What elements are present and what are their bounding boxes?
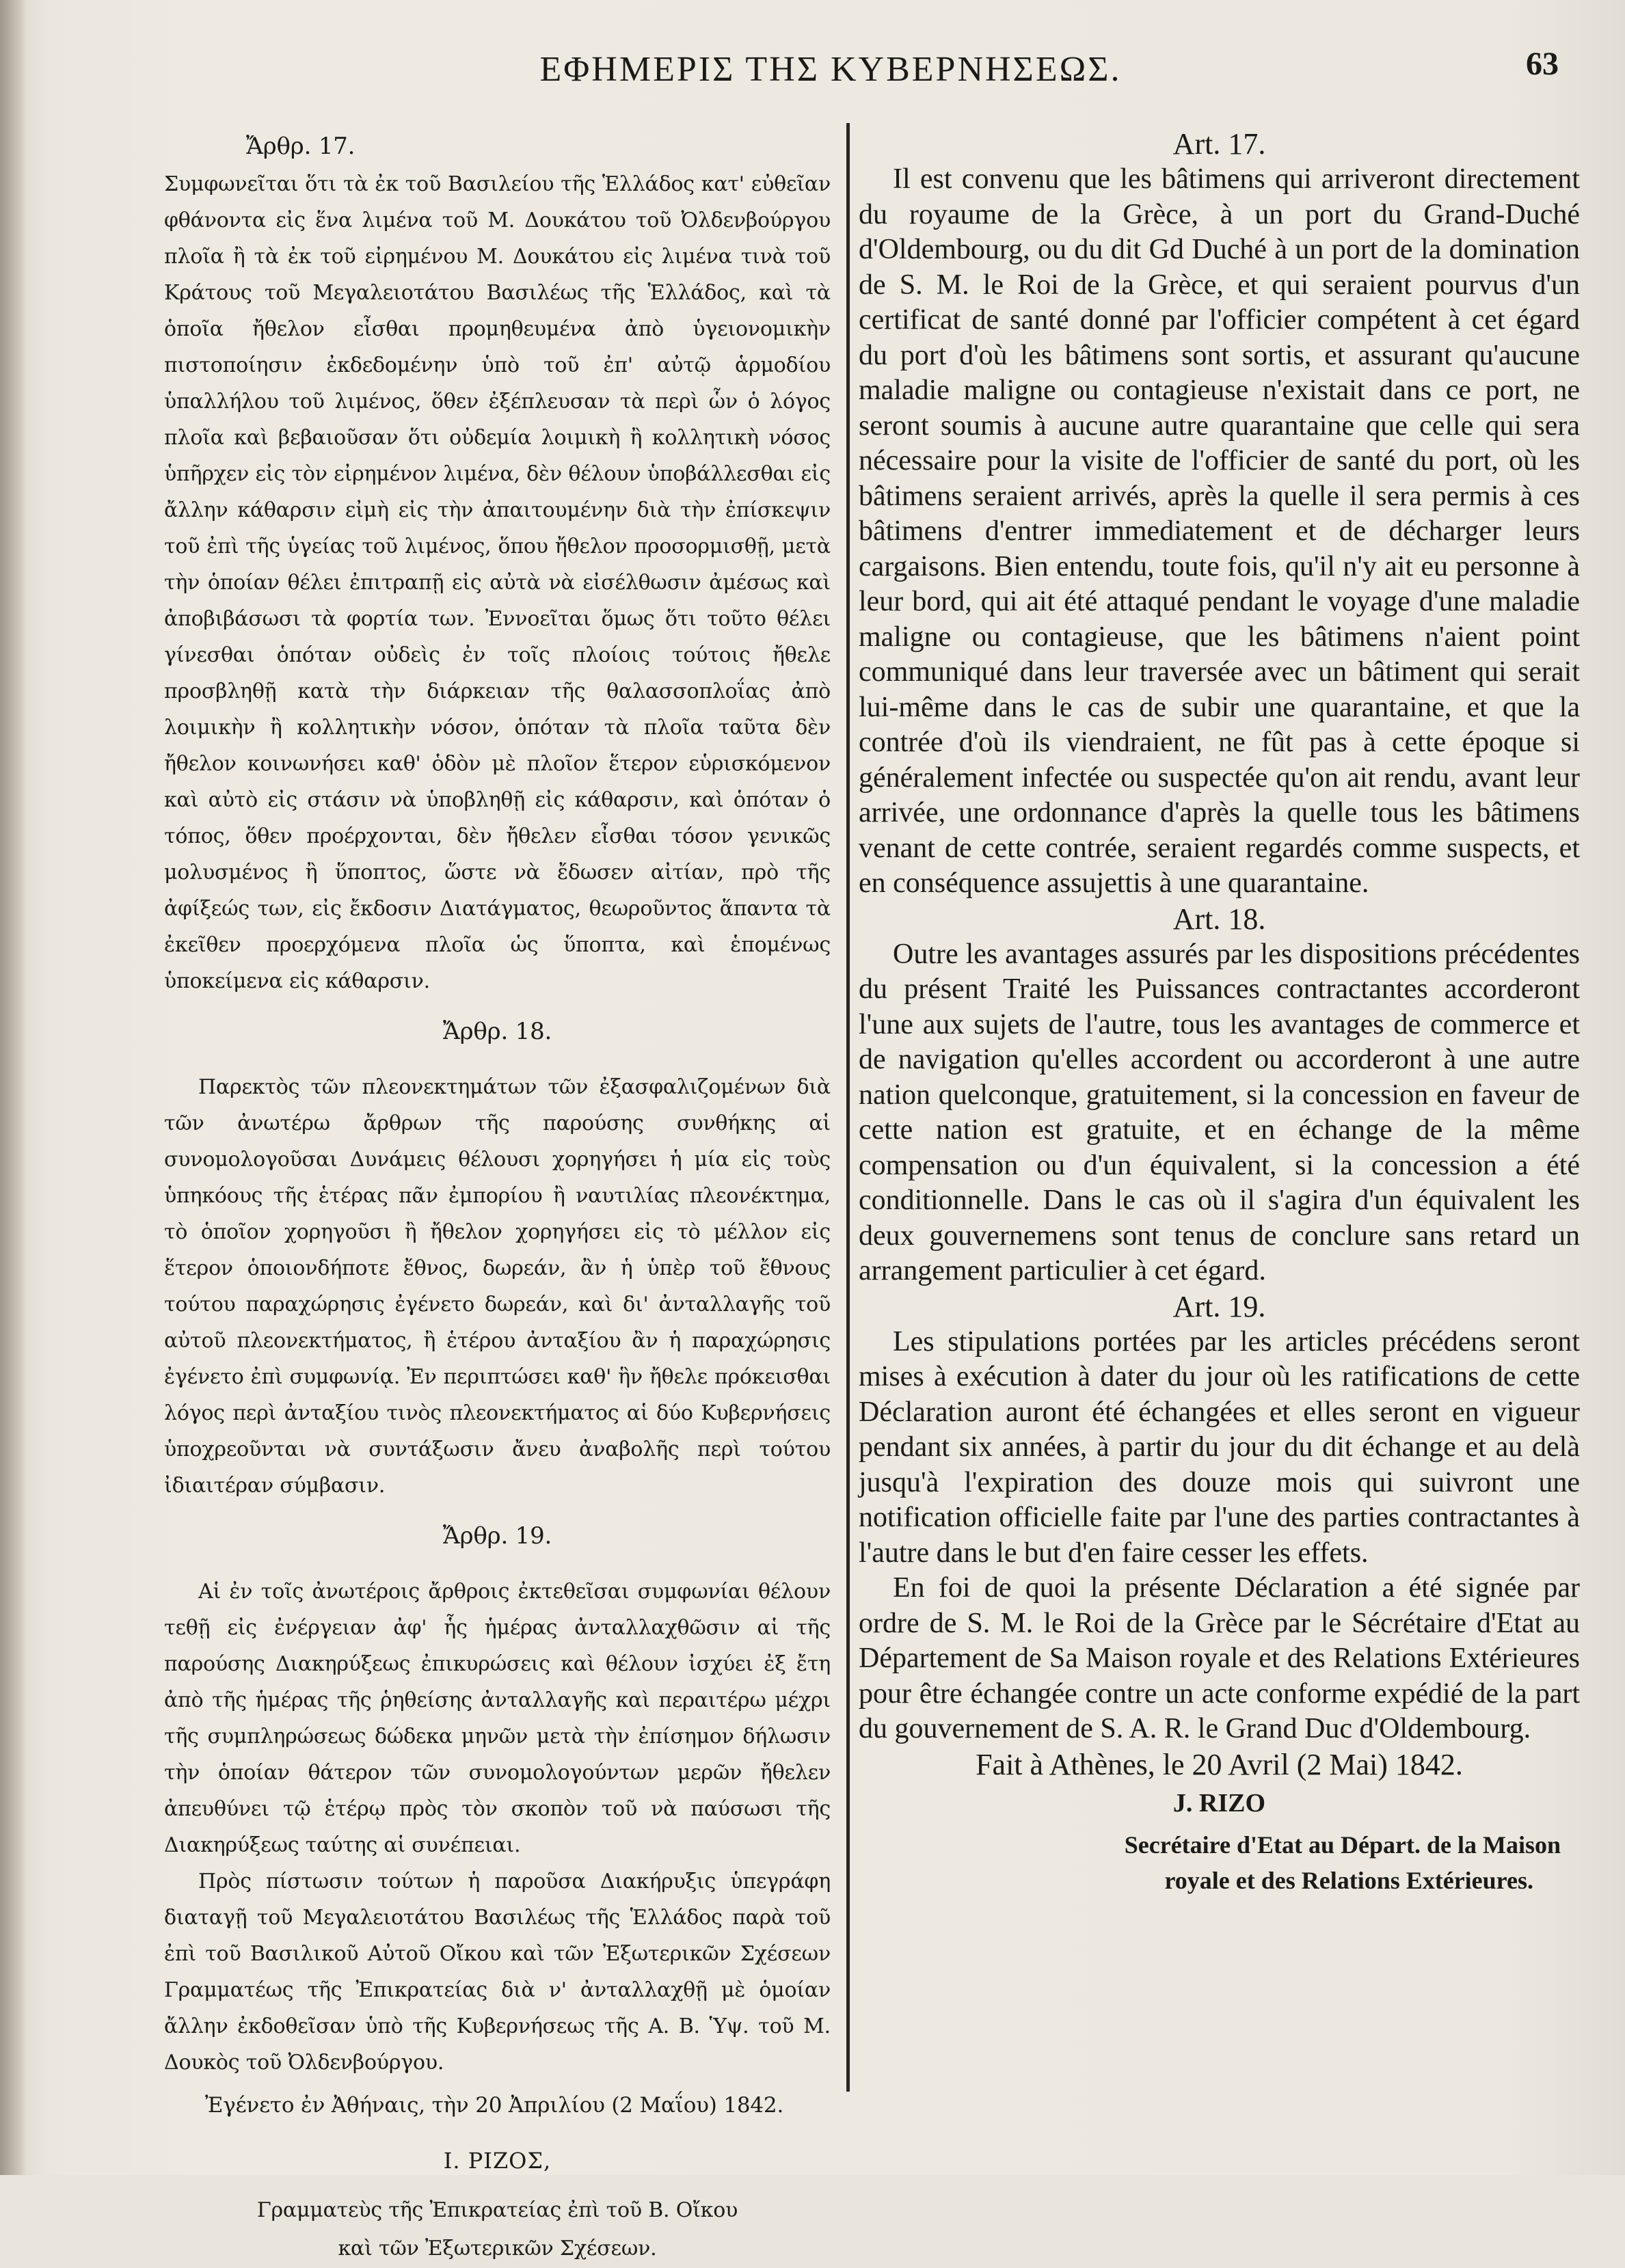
french-signature-title-line-2: royale et des Relations Extérieures. xyxy=(1164,1866,1533,1894)
page-number: 63 xyxy=(1526,46,1559,82)
greek-dateline: Ἐγένετο ἐν Ἀθήναις, τὴν 20 Ἀπριλίου (2 Μαΐου) 1842. xyxy=(205,2093,784,2118)
french-signature-name: J. RIZO xyxy=(1172,1789,1266,1818)
greek-column xyxy=(164,126,831,2268)
greek-article-17-text: Συμφωνεῖται ὅτι τὰ ἐκ τοῦ Βασιλείου τῆς Ἑλλάδος κατ' εὐθεῖαν φθάνοντα εἰς ἕνα λιμένα τοῦ Μ. Δουκάτου τοῦ Ὀλδενβούργου πλοῖα ἢ τὰ ἐκ τοῦ εἰρημένου Μ. Δουκάτου εἰς λιμένα τινὰ τοῦ Κράτους τοῦ Μεγαλειοτάτου Βασιλέως τῆς Ἑλλάδος, καὶ τὰ ὁποῖα ἤθελον εἶσθαι προμηθευμένα ἀπὸ ὑγειονομικὴν πιστοποίησιν ἐκδεδομένην ὑπὸ τοῦ ἐπ' αὐτῷ ἁρμοδίου ὑπαλλήλου τοῦ λιμένος, ὅθεν ἐξέπλευσαν τὰ περὶ ὧν ὁ λόγος πλοῖα καὶ βεβαιοῦσαν ὅτι οὐδεμία λοιμικὴ ἢ κολλητικὴ νόσος ὑπῆρχεν εἰς τὸν εἰρημένον λιμένα, δὲν θέλουν ὑποβάλλεσθαι εἰς ἄλλην κάθαρσιν εἰμὴ εἰς τὴν ἀπαιτουμένην διὰ τὴν ἐπίσκεψιν τοῦ ἐπὶ τῆς ὑγείας τοῦ λιμένος, ὅπου ἤθελον προσορμισθῇ, μετὰ τὴν ὁποίαν θέλει ἐπιτραπῇ εἰς αὐτὰ νὰ εἰσέλθωσιν ἀμέσως καὶ ἀποβιβάσωσι τὰ φορτία των. Ἐννοεῖται ὅμως ὅτι τοῦτο θέλει γίνεσθαι ὁπόταν οὐδεὶς ἐν τοῖς πλοίοις τούτοις ἤθελε προσβληθῇ κατὰ τὴν διάρκειαν τῆς θαλασσοπλοΐας ἀπὸ λοιμικὴν ἢ κολλητικὴν νόσον, ὁπόταν τὰ πλοῖα ταῦτα δὲν ἤθελον κοινωνήσει καθ' ὁδὸν μὲ πλοῖον ἕτερον εὑρισκόμενον καὶ αὐτὸ εἰς στάσιν νὰ ὑποβληθῇ εἰς κάθαρσιν, καὶ ὁπόταν ὁ τόπος, ὅθεν προέρχονται, δὲν ἤθελεν εἶσθαι τόσον γενικῶς μολυσμένος ἢ ὕποπτος, ὥστε νὰ ἔδωσεν αἰτίαν, πρὸ τῆς ἀφίξεώς των, εἰς ἔκδοσιν Διατάγματος, θεωροῦντος ἅπαντα τὰ ἐκεῖθεν προερχόμενα πλοῖα ὡς ὕποπτα, καὶ ἑπομένως ὑποκείμενα εἰς κάθαρσιν. xyxy=(164,172,831,993)
french-article-17-title: Art. 17. xyxy=(1172,127,1266,161)
binding-edge xyxy=(0,0,26,2175)
french-attestation-text: En foi de quoi la présente Déclaration a été signée par ordre de S. M. le Roi de la Grèce par le Sécrétaire d'Etat au Département de Sa Maison royale et des Relations Extérieures pour être échangée contre un acte conforme expédié de la part du gouvernement de S. A. R. le Grand Duc d'Oldembourg. xyxy=(859,1572,1580,1744)
column-divider xyxy=(846,123,850,2092)
french-signature-title xyxy=(859,1827,1580,1898)
greek-article-17-title: Ἄρθρ. 17. xyxy=(246,133,355,160)
french-column xyxy=(859,126,1580,1898)
greek-attestation-text: Πρὸς πίστωσιν τούτων ἡ παροῦσα Διακήρυξις ὑπεγράφη διαταγῇ τοῦ Μεγαλειοτάτου Βασιλέως τῆς Ἑλλάδος παρὰ τοῦ ἐπὶ τοῦ Βασιλικοῦ Αὐτοῦ Οἴκου καὶ τῶν Ἐξωτερικῶν Σχέσεων Γραμματέως τῆς Ἐπικρατείας διὰ ν' ἀνταλλαχθῇ μὲ ὁμοίαν ἄλλην ἐκδοθεῖσαν ὑπὸ τῆς Κυβερνήσεως τῆς Α. Β. Ὑψ. τοῦ Μ. Δουκὸς τοῦ Ὀλδενβούργου. xyxy=(164,1869,831,2075)
french-article-18-title: Art. 18. xyxy=(1172,902,1266,936)
greek-article-19-text: Αἱ ἐν τοῖς ἀνωτέροις ἄρθροις ἐκτεθεῖσαι συμφωνίαι θέλουν τεθῇ εἰς ἐνέργειαν ἀφ' ἧς ἡμέρας ἀνταλλαχθῶσιν αἱ τῆς παρούσης Διακηρύξεως ἐπικυρώσεις καὶ θέλουν ἰσχύει ἐξ ἔτη ἀπὸ τῆς ἡμέρας τῆς ῥηθείσης ἀνταλλαγῆς καὶ περαιτέρω μέχρι τῆς συμπληρώσεως δώδεκα μηνῶν μετὰ τὴν ἐπίσημον δήλωσιν τὴν ὁποίαν θάτερον τῶν συνομολογούντων μερῶν ἤθελεν ἀπευθύνει τῷ ἑτέρῳ πρὸς τὸν σκοπὸν τοῦ νὰ παύσωσι τῆς Διακηρύξεως ταύτης αἱ συνέπειαι. xyxy=(164,1580,831,1857)
greek-article-18-title: Ἄρθρ. 18. xyxy=(442,1018,552,1045)
french-dateline: Fait à Athènes, le 20 Avril (2 Mai) 1842. xyxy=(976,1747,1463,1781)
french-article-18-text: Outre les avantages assurés par les dispositions précédentes du présent Traité les Puissances contractantes accorderont l'une aux sujets de l'autre, tous les avantages de commerce et de navigation qu'elles accordent ou accorderont à une autre nation quelconque, gratuitement, si la concession en faveur de cette nation est gratuite, et en échange de la même compensation ou d'un équivalent, si la concession a été conditionnelle. Dans le cas où il s'agira d'un équivalent les deux gouvernemens sont tenus de conclure sans retard un arrangement particulier à cet égard. xyxy=(859,938,1580,1286)
french-article-19-title: Art. 19. xyxy=(1172,1289,1266,1323)
greek-signature-title xyxy=(164,2191,831,2268)
greek-article-19-title: Ἄρθρ. 19. xyxy=(442,1522,552,1550)
greek-article-18-text: Παρεκτὸς τῶν πλεονεκτημάτων τῶν ἐξασφαλιζομένων διὰ τῶν ἀνωτέρω ἄρθρων τῆς παρούσης συνθήκης αἱ συνομολογοῦσαι Δυνάμεις θέλουσι χορηγήσει ἡ μία εἰς τοὺς ὑπηκόους τῆς ἑτέρας πᾶν ἐμπορίου ἢ ναυτιλίας πλεονέκτημα, τὸ ὁποῖον χορηγοῦσι ἢ ἤθελον χορηγήσει εἰς τὸ μέλλον εἰς ἕτερον ὁποιονδήποτε ἔθνος, δωρεάν, ἂν ἡ ὑπὲρ τοῦ ἔθνους τούτου παραχώρησις ἐγένετο δωρεάν, καὶ δι' ἀνταλλαγῆς τοῦ αὐτοῦ πλεονεκτήματος, ἢ ἑτέρου ἀνταξίου ἂν ἡ παραχώρησις ἐγένετο ἐπὶ συμφωνίᾳ. Ἐν περιπτώσει καθ' ἣν ἤθελε πρόκεισθαι λόγος περὶ ἀνταξίου τινὸς πλεονεκτήματος αἱ δύο Κυβερνήσεις ὑποχρεοῦνται νὰ συντάξωσιν ἄνευ ἀναβολῆς περὶ τούτου ἰδιαιτέραν σύμβασιν. xyxy=(164,1075,831,1498)
french-signature-title-line-1: Secrétaire d'Etat au Départ. de la Maison xyxy=(1124,1831,1561,1859)
greek-signature-title-line-2: καὶ τῶν Ἐξωτερικῶν Σχέσεων. xyxy=(338,2237,657,2260)
french-article-17-text: Il est convenu que les bâtimens qui arriveront directement du royaume de la Grèce, à un port du Grand-Duché d'Oldembourg, ou du dit Gd Duché à un port de la domination de S. M. le Roi de la Grèce, et qui seraient pourvus d'un certificat de santé donné par l'officier compétent à cet égard du port d'où les bâtimens sont sortis, et assurant qu'aucune maladie maligne ou contagieuse n'existait dans ce port, ne seront soumis à aucune autre quarantaine que celle qui sera nécessaire pour la visite de l'officier de santé du port, où les bâtimens seraient arrivés, après la quelle il sera permis à ces bâtimens d'entrer immediatement et de décharger leurs cargaisons. Bien entendu, toute fois, qu'il n'y ait eu personne à leur bord, qui ait été attaqué pendant le voyage d'une maladie maligne ou contagieuse, que les bâtimens n'aient point communiqué dans leur traversée avec un bâtiment qui serait lui-même dans le cas de subir une quarantaine, et que la contrée d'où ils viendraient, ne fût pas à cette époque si généralement infectée ou suspectée qu'on ait rendu, avant leur arrivée, une ordonnance d'après la quelle tous les bâtimens venant de cette contrée, seraient regardés comme suspects, et en conséquence assujettis à une quarantaine. xyxy=(859,163,1580,899)
page-header xyxy=(103,42,1559,104)
greek-signature-title-line-1: Γραμματεὺς τῆς Ἐπικρατείας ἐπὶ τοῦ Β. Οἴκου xyxy=(256,2198,738,2222)
running-title: ΕΦΗΜΕΡΙΣ ΤΗΣ ΚΥΒΕΡΝΗΣΕΩΣ. xyxy=(539,50,1122,89)
greek-signature-name: Ι. ΡΙΖΟΣ, xyxy=(443,2148,552,2174)
french-article-19-text: Les stipulations portées par les articles précédens seront mises à exécution à dater du jour où les ratifications de cette Déclaration auront été échangées et elles seront en vigueur pendant six années, à partir du jour du dit échange et au delà jusqu'à l'expiration des douze mois qui suivront une notification officielle faite par l'une des parties contractantes à l'autre dans le but d'en faire cesser les effets. xyxy=(859,1325,1580,1569)
